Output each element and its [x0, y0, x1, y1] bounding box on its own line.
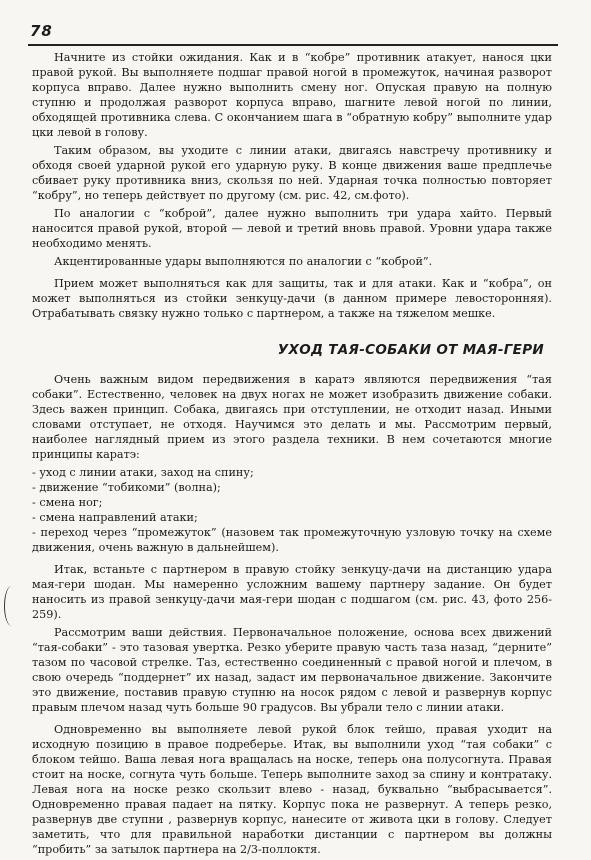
header-rule: [28, 44, 558, 46]
paragraph: По аналогии с “коброй”, далее нужно выполнить три удара хайто. Первый наносится правой рукой, второй — левой и третий вновь правой. Уровни удара также необходимо менять.: [32, 207, 552, 250]
paragraph: Начните из стойки ожидания. Как и в “кобре” противник атакует, нанося цки правой рукой. Вы выполняете подшаг правой ногой в промежуток, начиная разворот корпуса вправо. Далее нужно выполнить смену ног. Опуская правую на полную ступню и продолжая разворот корпуса вправо, шагните левой ногой по линии, обходящей противника слева. С окончанием шага в “обратную кобру” выполните удар цки левой в голову.: [32, 51, 552, 139]
section-title: УХОД ТАЯ-СОБАКИ ОТ МАЯ-ГЕРИ: [277, 342, 544, 358]
margin-mark: [4, 586, 19, 626]
paragraph: Рассмотрим ваши действия. Первоначальное положение, основа всех движений “тая-собаки” - это тазовая увертка. Резко уберите правую часть таза назад, “дерните” тазом по часовой стрелке. Таз, естественно соединенный с правой ногой и плечом, в свою очередь “поддернет” их назад, задаст им первоначальное движение. Закончите это движение, поставив правую ступню на носок рядом с левой и развернув корпус правым плечом назад чуть больше 90 градусов. Вы убрали тело с линии атаки.: [32, 626, 552, 714]
list-item: - движение “тобикоми” (волна);: [32, 481, 221, 494]
paragraph: Прием может выполняться как для защиты, так и для атаки. Как и “кобра”, он может выполняться из стойки зенкуцу-дачи (в данном примере левосторонняя). Отрабатывать связку нужно только с партнером, а также на тяжелом мешке.: [32, 277, 552, 320]
paragraph: Акцентированные удары выполняются по аналогии с “коброй”.: [54, 255, 433, 268]
paragraph: Итак, встаньте с партнером в правую стойку зенкуцу-дачи на дистанцию удара мая-гери шодан. Мы намеренно усложним вашему партнеру задание. Он будет наносить из правой зенкуцу-дачи мая-гери шодан с подшагом (см. рис. 43, фото 256-259).: [32, 563, 552, 621]
list-item: - переход через “промежуток” (назовем так промежуточную узловую точку на схеме движения, очень важную в дальнейшем).: [32, 526, 552, 554]
list-item: - смена ног;: [32, 496, 103, 509]
page-number: 78: [30, 22, 53, 40]
paragraph: Таким образом, вы уходите с линии атаки, двигаясь навстречу противнику и обходя своей ударной рукой его ударную руку. В конце движения ваше предплечье сбивает руку противника вниз, скользя по ней. Ударная точка полностью повторяет “кобру”, но теперь действует по другому (см. рис. 42, см.фото).: [32, 144, 552, 202]
list-item: - смена направлений атаки;: [32, 511, 198, 524]
paragraph: Одновременно вы выполняете левой рукой блок тейшо, правая уходит на исходную позицию в правое подреберье. Итак, вы выполнили уход “тая собаки” с блоком тейшо. Ваша левая нога вращалась на носке, теперь она полусогнута. Правая стоит на носке, согнута чуть больше. Теперь выполните заход за спину и контратаку. Левая нога на носке резко скользит влево - назад, буквально “выбрасывается”. Одновременно правая падает на пятку. Корпус пока не развернут. А теперь резко, развернув две ступни , развернув корпус, нанесите от живота цки в голову. Следует заметить, что для правильной наработки дистанции с партнером вы должны “пробить” за затылок партнера на 2/3-поллоктя.: [32, 723, 552, 856]
list-item: - уход с линии атаки, заход на спину;: [32, 466, 254, 479]
intro-paragraph: Очень важным видом передвижения в каратэ являются передвижения “тая собаки”. Естественно, человек на двух ногах не может изобразить движение собаки. Здесь важен принцип. Собака, двигаясь при отступлении, не отходит назад. Иными словами отступает, не отходя. Научимся это делать и мы. Рассмотрим первый, наиболее наглядный прием из этого раздела техники. В нем сочетаются многие принципы каратэ:: [32, 373, 552, 461]
page-body: [32, 50, 552, 860]
